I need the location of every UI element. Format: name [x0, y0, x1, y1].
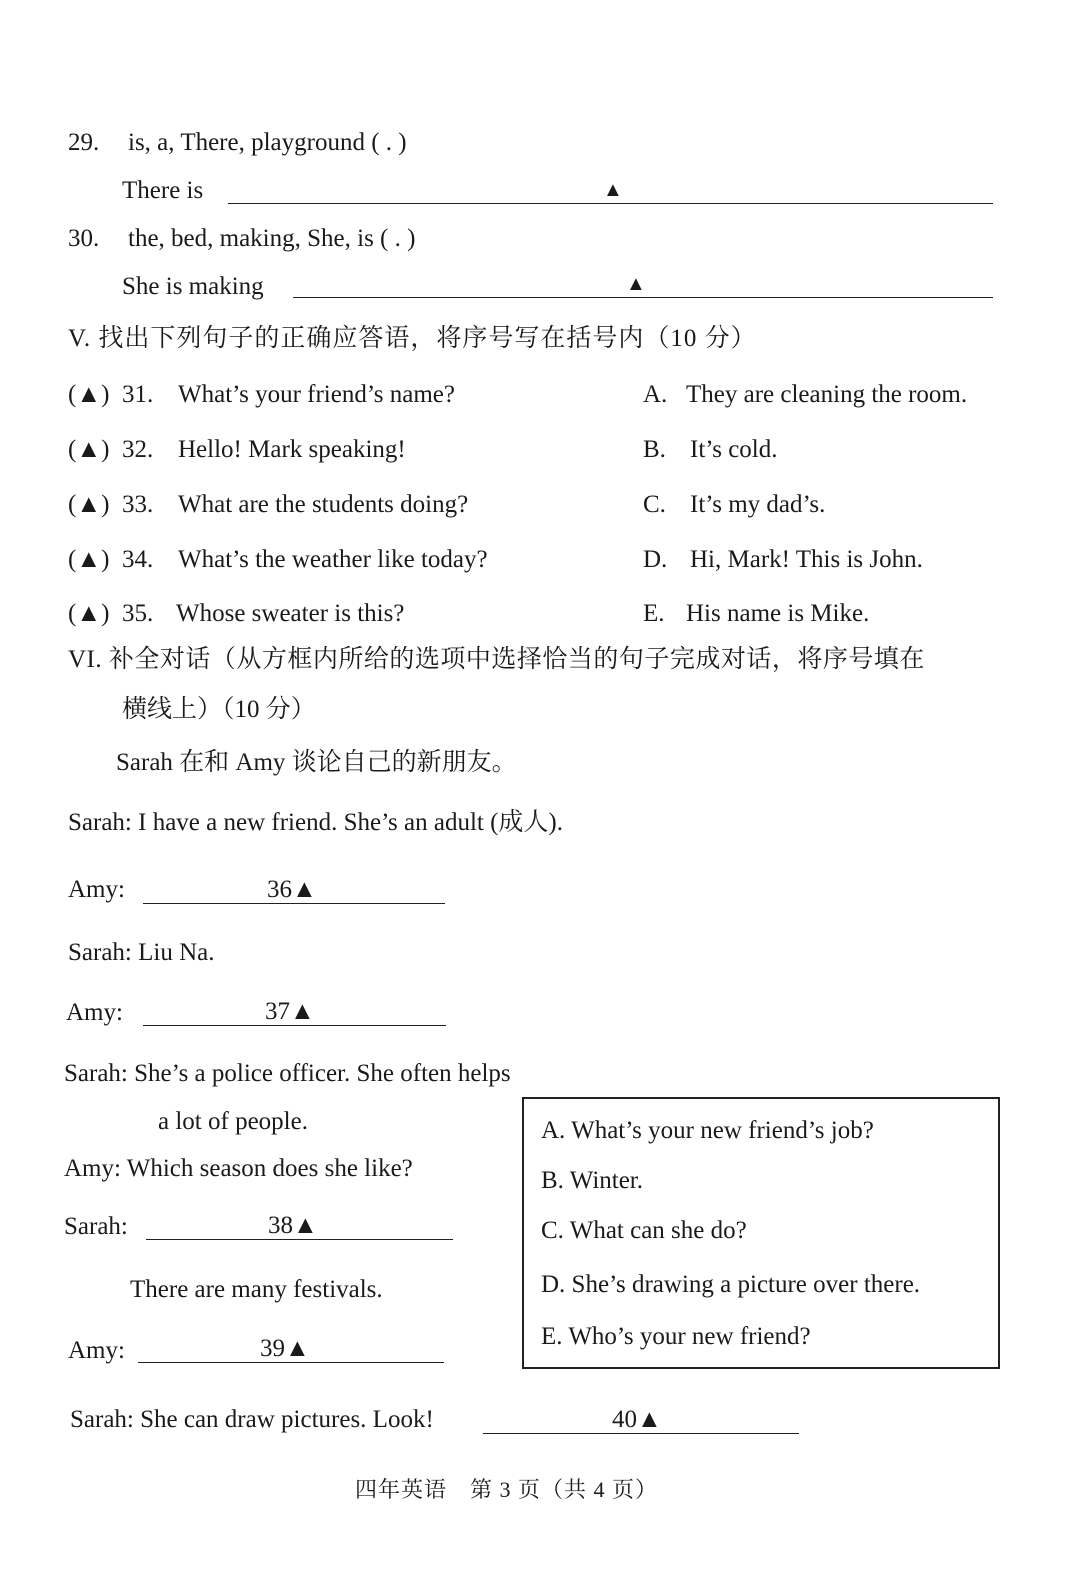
q33-bracket[interactable]: (▲)	[68, 491, 110, 518]
q29-answer-line[interactable]	[228, 203, 993, 204]
option-c: C. What can she do?	[541, 1217, 747, 1244]
dialogue-line-9: Sarah: She can draw pictures. Look!	[70, 1406, 434, 1433]
q29-prompt: is, a, There, playground ( . )	[128, 129, 407, 156]
dialogue-line-1: Sarah: I have a new friend. She’s an adult (成人).	[68, 809, 563, 836]
sarah-38-speaker: Sarah:	[64, 1213, 128, 1240]
option-a: A. What’s your new friend’s job?	[541, 1117, 874, 1144]
q33-number: 33.	[122, 491, 154, 518]
q35-text: Whose sweater is this?	[176, 600, 405, 627]
answer-b-letter: B.	[643, 436, 666, 463]
blank-40-label: 40▲	[612, 1406, 662, 1433]
q35-bracket[interactable]: (▲)	[68, 600, 110, 627]
q32-number: 32.	[122, 436, 154, 463]
q30-answer-line[interactable]	[293, 297, 993, 298]
option-e: E. Who’s your new friend?	[541, 1323, 811, 1350]
blank-38-label: 38▲	[268, 1212, 318, 1239]
q34-text: What’s the weather like today?	[178, 546, 488, 573]
q30-marker: ▲	[626, 273, 646, 295]
q33-text: What are the students doing?	[178, 491, 469, 518]
q30-number: 30.	[68, 225, 100, 252]
q35-number: 35.	[122, 600, 154, 627]
q30-prompt: the, bed, making, She, is ( . )	[128, 225, 416, 252]
amy-37-speaker: Amy:	[66, 999, 123, 1026]
answer-d-letter: D.	[643, 546, 668, 573]
dialogue-line-7b: There are many festivals.	[130, 1276, 383, 1303]
answer-e-letter: E.	[643, 600, 665, 627]
q34-bracket[interactable]: (▲)	[68, 546, 110, 573]
q31-number: 31.	[122, 381, 154, 408]
page-footer: 四年英语 第 3 页（共 4 页）	[355, 1477, 659, 1502]
answer-d-text: Hi, Mark! This is John.	[690, 546, 923, 573]
q32-bracket[interactable]: (▲)	[68, 436, 110, 463]
q31-text: What’s your friend’s name?	[178, 381, 455, 408]
blank-37-label: 37▲	[265, 998, 315, 1025]
section-vi-intro: Sarah 在和 Amy 谈论自己的新朋友。	[116, 749, 517, 776]
blank-39-label: 39▲	[260, 1335, 310, 1362]
answer-e-text: His name is Mike.	[686, 600, 870, 627]
blank-36-label: 36▲	[267, 876, 317, 903]
section-vi-heading-line1: VI. 补全对话（从方框内所给的选项中选择恰当的句子完成对话，将序号填在	[68, 646, 925, 673]
answer-c-text: It’s my dad’s.	[690, 491, 826, 518]
answer-a-text: They are cleaning the room.	[686, 381, 968, 408]
dialogue-line-6: Amy: Which season does she like?	[64, 1155, 413, 1182]
q29-start: There is	[122, 177, 204, 204]
q29-number: 29.	[68, 129, 100, 156]
option-d: D. She’s drawing a picture over there.	[541, 1271, 921, 1298]
option-b: B. Winter.	[541, 1167, 644, 1194]
section-v-heading: V. 找出下列句子的正确应答语，将序号写在括号内（10 分）	[68, 325, 757, 352]
q30-start: She is making	[122, 273, 264, 300]
answer-b-text: It’s cold.	[690, 436, 778, 463]
answer-a-letter: A.	[643, 381, 668, 408]
q34-number: 34.	[122, 546, 154, 573]
q31-bracket[interactable]: (▲)	[68, 381, 110, 408]
q29-marker: ▲	[603, 179, 623, 201]
amy-36-speaker: Amy:	[68, 876, 125, 903]
q32-text: Hello! Mark speaking!	[178, 436, 406, 463]
answer-c-letter: C.	[643, 491, 666, 518]
amy-39-speaker: Amy:	[68, 1337, 125, 1364]
dialogue-line-5b: a lot of people.	[158, 1108, 308, 1135]
section-vi-heading-line2: 横线上）（10 分）	[122, 696, 316, 723]
dialogue-line-3: Sarah: Liu Na.	[68, 939, 215, 966]
dialogue-line-5a: Sarah: She’s a police officer. She often helps	[64, 1060, 511, 1087]
